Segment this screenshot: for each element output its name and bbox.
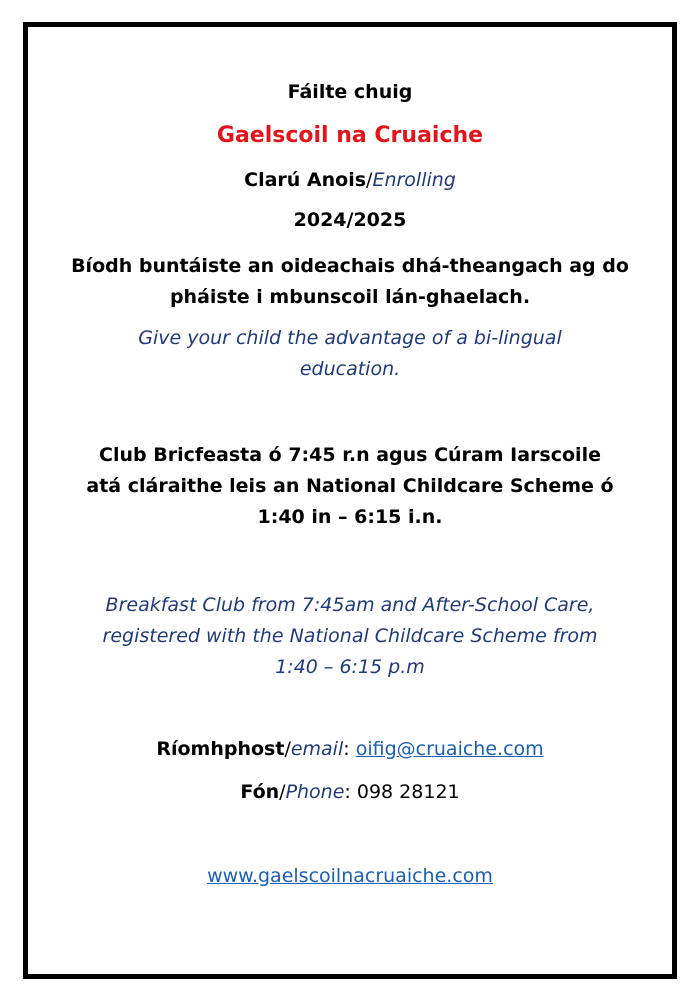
email-label-irish: Ríomhphost xyxy=(156,738,285,760)
phone-colon: : xyxy=(344,781,357,803)
enrolling-line xyxy=(28,169,672,191)
club-english-line-2: registered with the National Childcare Scheme from xyxy=(102,625,598,647)
phone-number: 098 28121 xyxy=(356,781,460,803)
school-name: Gaelscoil na Cruaiche xyxy=(216,123,484,148)
intro-irish-line-2: pháiste i mbunscoil lán-ghaelach. xyxy=(169,286,531,308)
welcome-text: Fáilte chuig xyxy=(287,81,413,103)
website-link[interactable]: www.gaelscoilnacruaiche.com xyxy=(207,865,493,887)
email-link[interactable]: oifig@cruaiche.com xyxy=(355,738,544,760)
intro-english xyxy=(28,323,672,385)
club-english xyxy=(28,590,672,683)
email-label-english: email xyxy=(290,738,344,760)
intro-irish-line-1: Bíodh buntáiste an oideachais dhá-theangach ag do xyxy=(71,255,629,277)
email-colon: : xyxy=(343,738,356,760)
phone-line xyxy=(28,781,672,803)
club-irish-line-3: 1:40 in – 6:15 i.n. xyxy=(257,506,443,528)
enrolling-separator: / xyxy=(366,169,373,191)
club-english-line-1: Breakfast Club from 7:45am and After-School Care, xyxy=(105,594,595,616)
club-english-line-3: 1:40 – 6:15 p.m xyxy=(275,656,425,678)
flyer-content xyxy=(28,27,672,974)
enrolling-en: Enrolling xyxy=(372,169,456,191)
email-label-separator: / xyxy=(284,738,291,760)
club-irish xyxy=(28,440,672,533)
intro-english-line-1: Give your child the advantage of a bi-lingual xyxy=(138,327,562,349)
intro-irish xyxy=(28,251,672,313)
enrolling-ga: Clarú Anois xyxy=(244,169,367,191)
email-line xyxy=(28,738,672,760)
intro-english-line-2: education. xyxy=(299,358,401,380)
club-irish-line-1: Club Bricfeasta ó 7:45 r.n agus Cúram Iarscoile xyxy=(99,444,601,466)
phone-label-irish: Fón xyxy=(240,781,280,803)
club-irish-line-2: atá cláraithe leis an National Childcare Scheme ó xyxy=(86,475,614,497)
phone-label-english: Phone xyxy=(285,781,345,803)
school-year: 2024/2025 xyxy=(293,209,407,231)
phone-label-separator: / xyxy=(279,781,286,803)
website-line xyxy=(28,865,672,887)
